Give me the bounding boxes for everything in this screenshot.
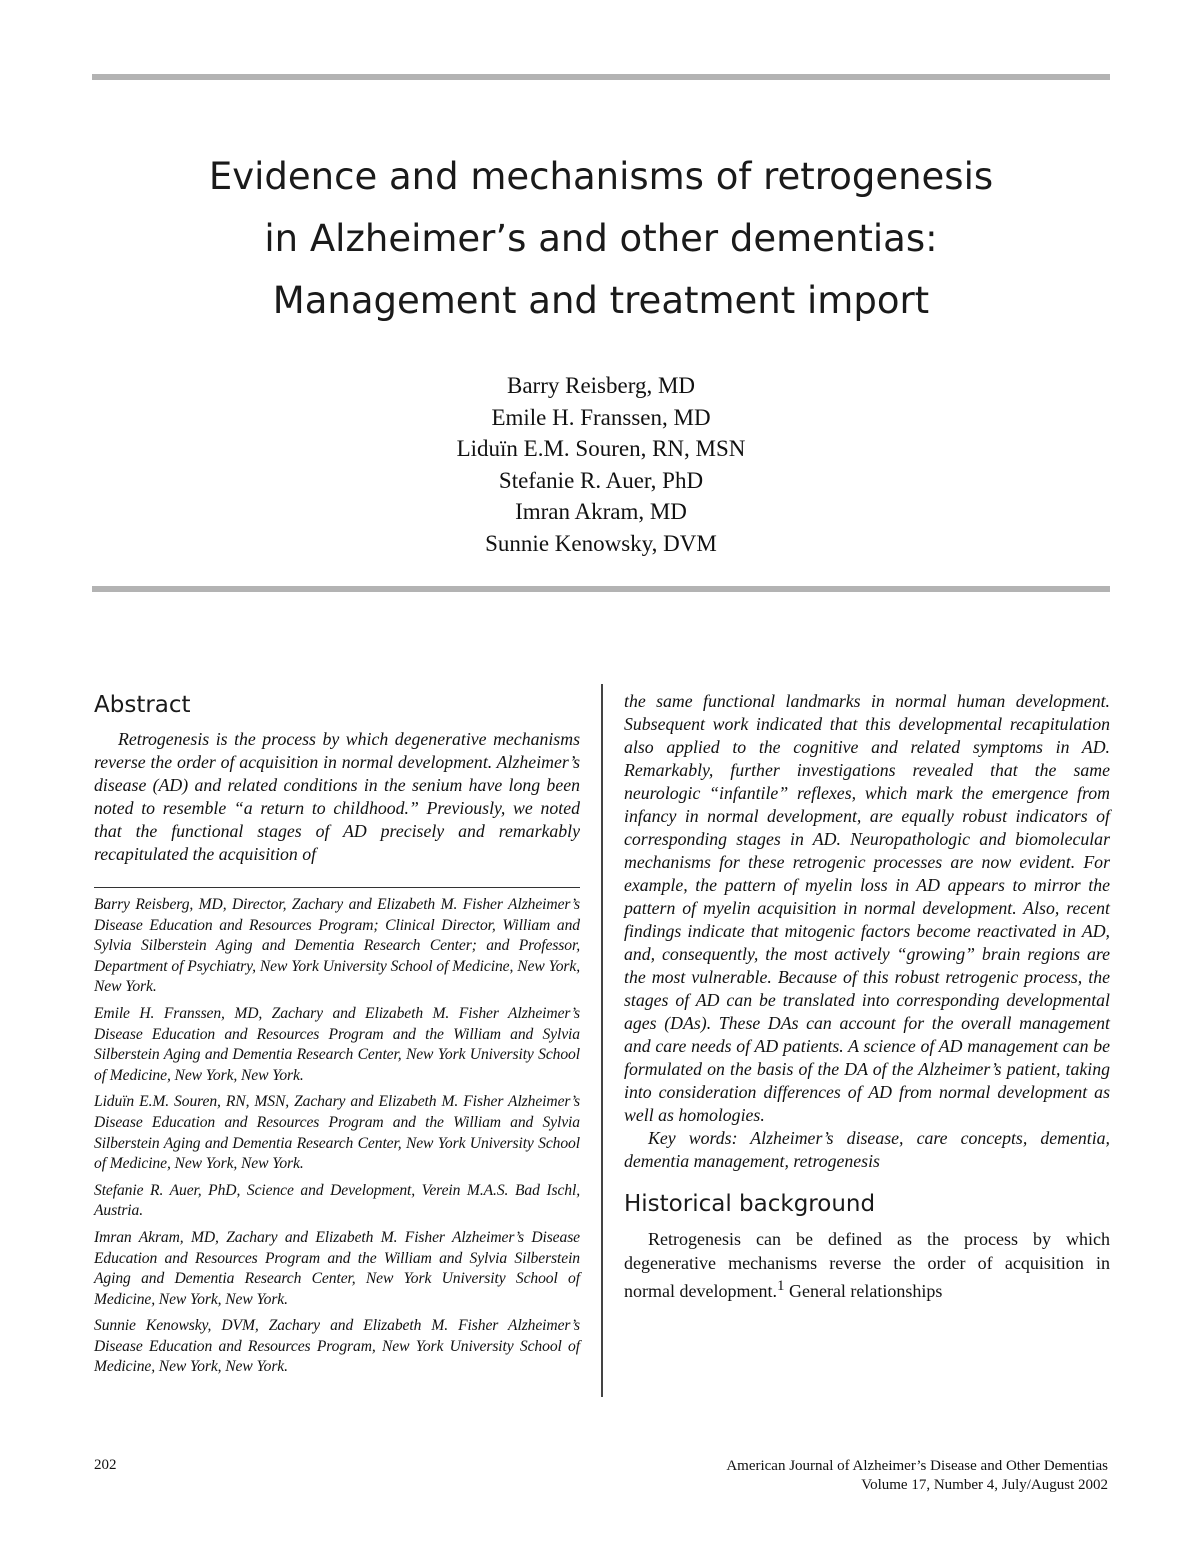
affiliation-note: Liduïn E.M. Souren, RN, MSN, Zachary and Elizabeth M. Fisher Alzheimer’s Disease Education and Resources Program and the William and Sylvia Silberstein Aging and Dementia Research Center, New York University School of Medicine, New York, New York. (94, 1093, 580, 1173)
left-column (94, 688, 580, 1384)
column-divider (601, 684, 603, 1397)
author-name: Barry Reisberg, MD (506, 373, 696, 398)
keywords: Key words: Alzheimer’s disease, care concepts, dementia, dementia management, retrogenesis (624, 1128, 1110, 1171)
page-number: 202 (94, 1457, 117, 1473)
reference-superscript: 1 (776, 1278, 785, 1294)
author-name: Sunnie Kenowsky, DVM (485, 530, 717, 556)
historical-paragraph (624, 1228, 1110, 1304)
affiliation-note: Imran Akram, MD, Zachary and Elizabeth M. Fisher Alzheimer’s Disease Education and Resources Program and the William and Sylvia Silberstein Aging and Dementia Research Center, New York University School of Medicine, New York, New York. (94, 1228, 580, 1308)
journal-footer (726, 1457, 1108, 1495)
author-name: Stefanie R. Auer, PhD (498, 467, 704, 493)
author-name: Liduïn E.M. Souren, RN, MSN (456, 436, 746, 461)
historical-text: Retrogenesis can be defined as the process by which degenerative mechanisms reverse the order of acquisition in normal development. (624, 1229, 1110, 1301)
abstract-text-part1: Retrogenesis is the process by which degenerative mechanisms reverse the order of acquisition in normal development. Alzheimer’s disease (AD) and related conditions in the senium have long been noted to resemble “a return to childhood.” Previously, we noted that the functional stages of AD precisely and remarkably recapitulated the acquisition of (94, 729, 580, 864)
author-name: Imran Akram, MD (515, 499, 687, 524)
affiliation-note: Stefanie R. Auer, PhD, Science and Development, Verein M.A.S. Bad Ischl, Austria. (94, 1181, 580, 1220)
title-line: in Alzheimer’s and other dementias: (264, 217, 938, 260)
historical-text-continued: General relationships (784, 1281, 943, 1301)
right-column (624, 690, 1110, 1304)
abstract-text-part2: the same functional landmarks in normal human development. Subsequent work indicated that this developmental recapitulation also applied to the cognitive and related symptoms in AD. Remarkably, further investigations revealed that the same neurologic “infantile” reflexes, which mark the emergence from infancy in normal development, are equally robust indicators of corresponding stages in AD. Neuropathologic and biomolecular mechanisms for these retrogenic processes are now evident. For example, the pattern of myelin loss in AD appears to mirror the pattern of myelin acquisition in normal development. Also, recent findings indicate that mitogenic factors become reactivated in AD, and, consequently, the most actively “growing” brain regions are the most vulnerable. Because of this robust retrogenic process, the stages of AD can be translated into corresponding developmental ages (DAs). These DAs can account for the overall management and care needs of AD patients. A science of AD management can be formulated on the basis of the DA of the Alzheimer’s patient, taking into consideration differences of AD from normal development as well as homologies. (624, 691, 1110, 1125)
historical-background-heading: Historical background (624, 1191, 876, 1217)
affiliation-note: Emile H. Franssen, MD, Zachary and Elizabeth M. Fisher Alzheimer’s Disease Education and Resources Program and the William and Sylvia Silberstein Aging and Dementia Research Center, New York University School of Medicine, New York, New York. (94, 1004, 580, 1084)
top-rule (92, 74, 1110, 80)
author-list (92, 370, 1110, 559)
article-title (92, 146, 1110, 332)
affiliation-note: Barry Reisberg, MD, Director, Zachary and Elizabeth M. Fisher Alzheimer’s Disease Education and Resources Program; Clinical Director, William and Sylvia Silberstein Aging and Dementia Research Center; and Professor, Department of Psychiatry, New York University School of Medicine, New York, New York. (94, 896, 580, 996)
journal-name: American Journal of Alzheimer’s Disease and Other Dementias (726, 1458, 1108, 1474)
header-divider (92, 586, 1110, 592)
journal-volume: Volume 17, Number 4, July/August 2002 (861, 1477, 1108, 1493)
title-line: Management and treatment import (272, 279, 930, 322)
affiliation-note: Sunnie Kenowsky, DVM, Zachary and Elizabeth M. Fisher Alzheimer’s Disease Education and Resources Program, New York University School of Medicine, New York, New York. (94, 1317, 580, 1376)
title-line: Evidence and mechanisms of retrogenesis (208, 155, 994, 198)
author-name: Emile H. Franssen, MD (491, 404, 711, 430)
footnote-rule (94, 887, 580, 888)
abstract-heading: Abstract (94, 692, 191, 718)
